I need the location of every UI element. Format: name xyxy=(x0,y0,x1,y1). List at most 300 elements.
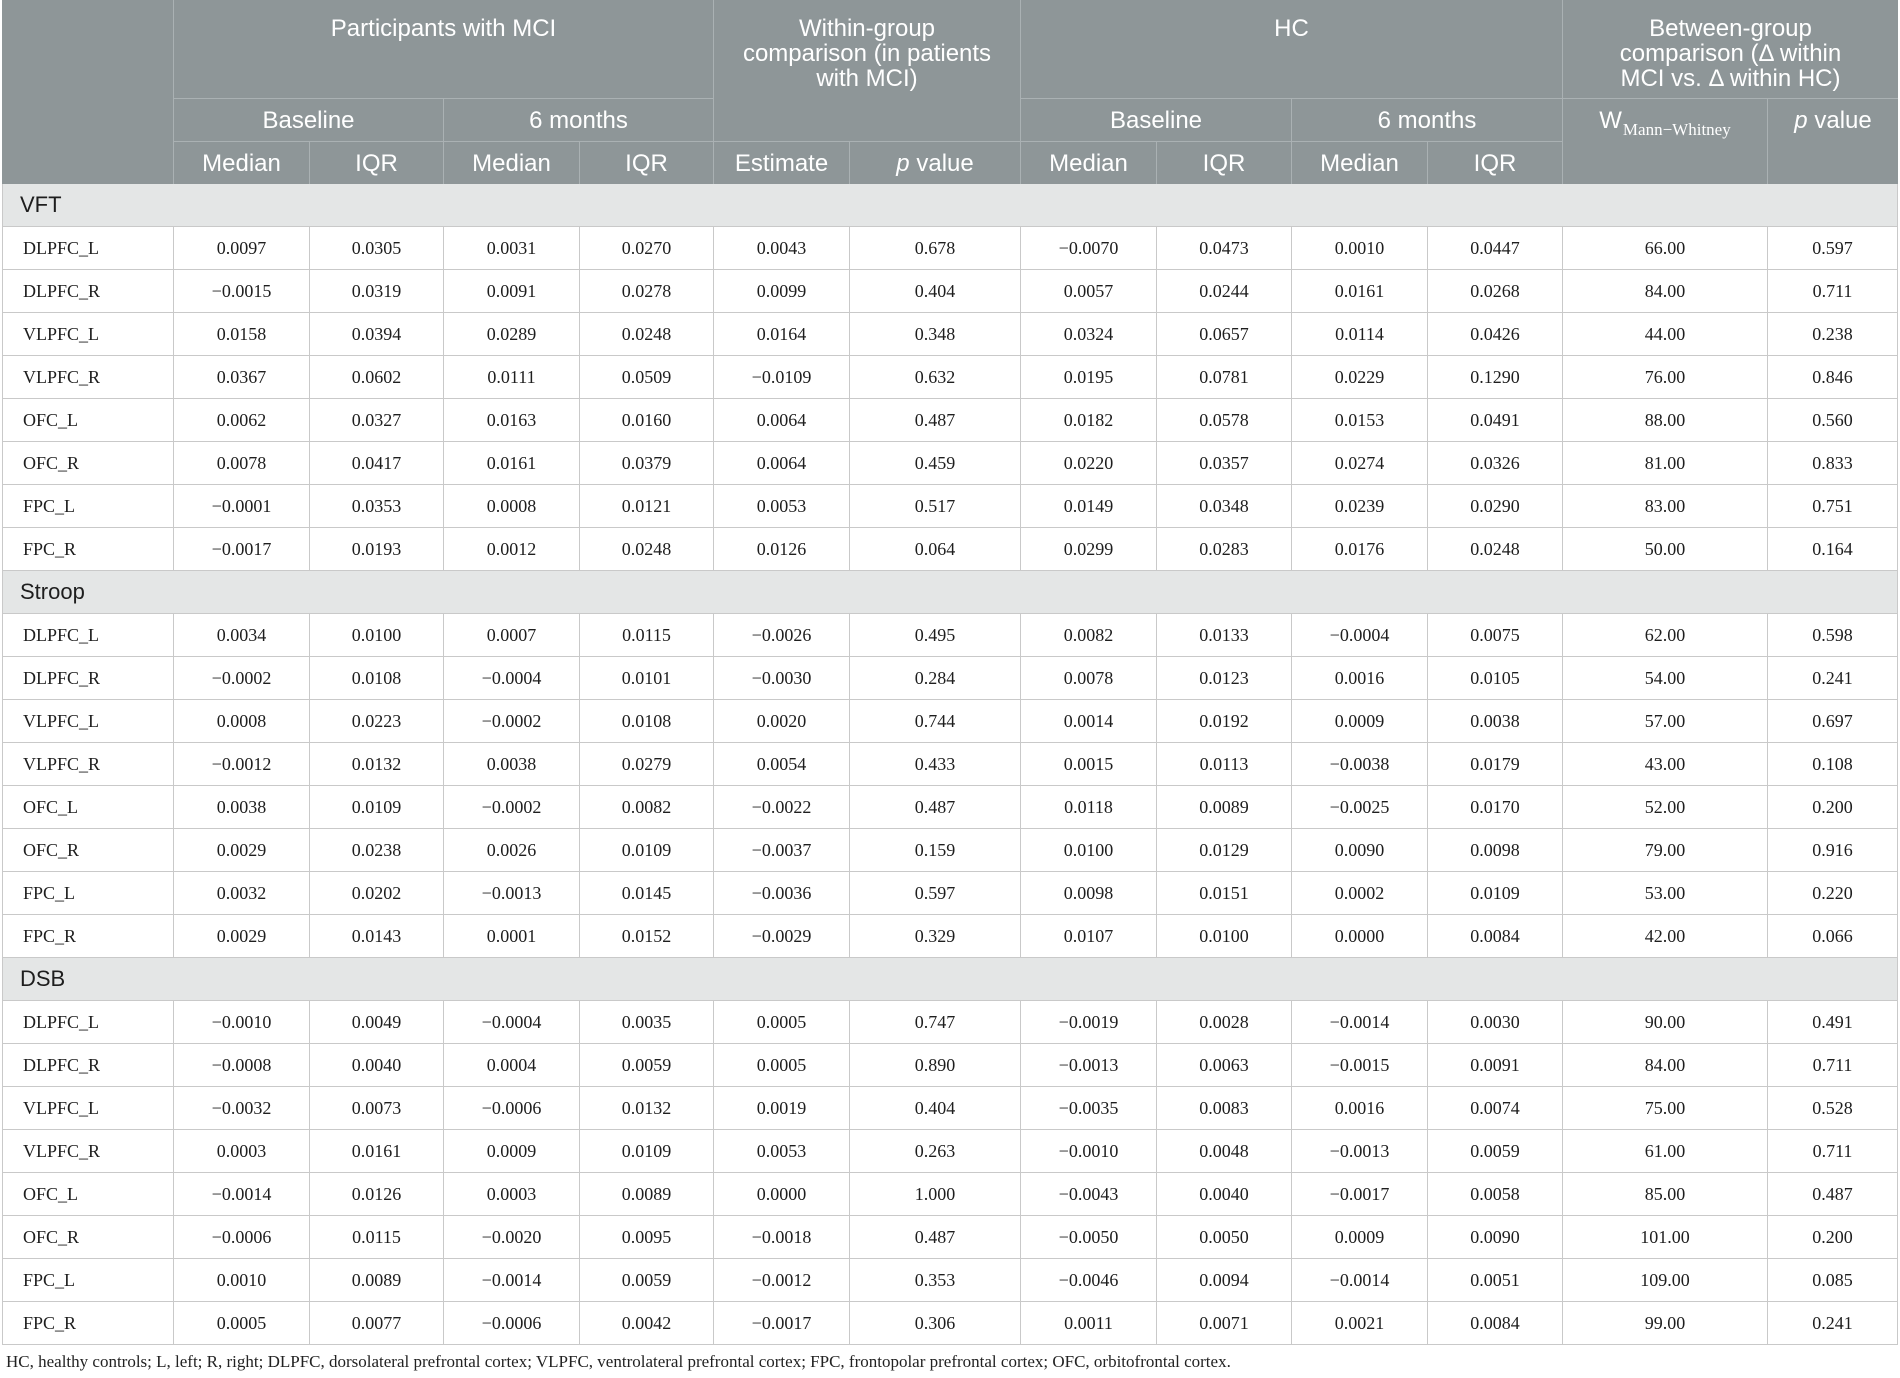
header-within-group xyxy=(714,0,1021,142)
mci-baseline-median-cell: 0.0005 xyxy=(174,1302,310,1344)
within-estimate-cell: −0.0012 xyxy=(714,1259,850,1301)
region-label: OFC_L xyxy=(2,1173,174,1215)
hc-6m-iqr-cell: 0.0075 xyxy=(1428,614,1563,656)
hc-baseline-iqr-cell: 0.0123 xyxy=(1157,657,1292,699)
header-between-w xyxy=(1563,99,1768,184)
hc-6m-iqr-cell: 0.0426 xyxy=(1428,313,1563,355)
between-w-cell: 84.00 xyxy=(1563,1044,1768,1086)
within-estimate-cell: −0.0026 xyxy=(714,614,850,656)
mci-6m-median-cell: 0.0161 xyxy=(444,442,580,484)
hc-baseline-iqr-cell: 0.0083 xyxy=(1157,1087,1292,1129)
hc-6m-median-cell: −0.0013 xyxy=(1292,1130,1428,1172)
mci-baseline-median-cell: 0.0003 xyxy=(174,1130,310,1172)
hc-6m-median-cell: 0.0009 xyxy=(1292,700,1428,742)
mci-6m-iqr-cell: 0.0035 xyxy=(580,1001,714,1043)
within-estimate-cell: 0.0019 xyxy=(714,1087,850,1129)
table-row xyxy=(2,743,1898,786)
mci-6m-median-cell: 0.0004 xyxy=(444,1044,580,1086)
between-p-value-cell: 0.597 xyxy=(1768,227,1898,269)
between-w-cell: 90.00 xyxy=(1563,1001,1768,1043)
between-p-value-cell: 0.528 xyxy=(1768,1087,1898,1129)
header-mci-6m-median xyxy=(444,142,580,184)
region-label: DLPFC_L xyxy=(2,614,174,656)
within-p-value-cell: 0.747 xyxy=(850,1001,1021,1043)
mci-6m-iqr-cell: 0.0042 xyxy=(580,1302,714,1344)
mci-baseline-median-cell: −0.0012 xyxy=(174,743,310,785)
mci-6m-iqr-cell: 0.0248 xyxy=(580,528,714,570)
mci-baseline-median-cell: 0.0062 xyxy=(174,399,310,441)
within-p-value-cell: 0.487 xyxy=(850,1216,1021,1258)
hc-baseline-iqr-cell: 0.0071 xyxy=(1157,1302,1292,1344)
table-row xyxy=(2,1130,1898,1173)
mci-baseline-iqr-cell: 0.0143 xyxy=(310,915,444,957)
mci-baseline-iqr-cell: 0.0327 xyxy=(310,399,444,441)
hc-baseline-median-cell: 0.0100 xyxy=(1021,829,1157,871)
between-p-value-cell: 0.108 xyxy=(1768,743,1898,785)
mci-6m-median-cell: 0.0008 xyxy=(444,485,580,527)
hc-6m-iqr-cell: 0.0290 xyxy=(1428,485,1563,527)
within-p-value-cell: 0.495 xyxy=(850,614,1021,656)
mci-6m-iqr-cell: 0.0152 xyxy=(580,915,714,957)
between-w-cell: 79.00 xyxy=(1563,829,1768,871)
mci-baseline-iqr-cell: 0.0132 xyxy=(310,743,444,785)
within-estimate-cell: −0.0017 xyxy=(714,1302,850,1344)
mci-6m-iqr-cell: 0.0379 xyxy=(580,442,714,484)
table-row xyxy=(2,1259,1898,1302)
header-hc-baseline xyxy=(1021,99,1292,142)
mci-baseline-iqr-cell: 0.0305 xyxy=(310,227,444,269)
hc-baseline-iqr-cell: 0.0192 xyxy=(1157,700,1292,742)
table-footnote: HC, healthy controls; L, left; R, right; DLPFC, dorsolateral prefrontal cortex; VLPFC, ventrolateral prefrontal cortex; FPC, frontopolar prefrontal cortex; OFC, orbitofrontal cortex. xyxy=(6,1352,1231,1371)
header-mci-baseline xyxy=(174,99,444,142)
hc-6m-median-cell: −0.0038 xyxy=(1292,743,1428,785)
between-p-value-cell: 0.711 xyxy=(1768,1130,1898,1172)
hc-baseline-iqr-cell: 0.0048 xyxy=(1157,1130,1292,1172)
region-label: VLPFC_L xyxy=(2,313,174,355)
within-estimate-cell: 0.0005 xyxy=(714,1044,850,1086)
mci-6m-median-cell: 0.0007 xyxy=(444,614,580,656)
between-w-cell: 42.00 xyxy=(1563,915,1768,957)
header-subcol-label: Median xyxy=(1049,149,1128,177)
hc-baseline-median-cell: −0.0013 xyxy=(1021,1044,1157,1086)
hc-baseline-iqr-cell: 0.0283 xyxy=(1157,528,1292,570)
within-estimate-cell: 0.0054 xyxy=(714,743,850,785)
table-row xyxy=(2,1001,1898,1044)
within-p-value-cell: 0.890 xyxy=(850,1044,1021,1086)
header-between-p-italic: p xyxy=(1794,107,1808,134)
mci-6m-iqr-cell: 0.0115 xyxy=(580,614,714,656)
hc-baseline-iqr-cell: 0.0028 xyxy=(1157,1001,1292,1043)
header-mci-baseline-iqr xyxy=(310,142,444,184)
mci-baseline-median-cell: −0.0008 xyxy=(174,1044,310,1086)
mci-baseline-median-cell: 0.0010 xyxy=(174,1259,310,1301)
within-estimate-cell: −0.0018 xyxy=(714,1216,850,1258)
results-table xyxy=(2,0,1898,1333)
mci-6m-median-cell: 0.0091 xyxy=(444,270,580,312)
header-between-group-line: Between-group xyxy=(1649,15,1812,42)
mci-baseline-median-cell: −0.0015 xyxy=(174,270,310,312)
within-estimate-cell: 0.0020 xyxy=(714,700,850,742)
within-estimate-cell: 0.0164 xyxy=(714,313,850,355)
between-p-value-cell: 0.241 xyxy=(1768,1302,1898,1344)
mci-6m-median-cell: −0.0004 xyxy=(444,657,580,699)
within-p-value-cell: 0.348 xyxy=(850,313,1021,355)
table-row xyxy=(2,700,1898,743)
between-w-cell: 61.00 xyxy=(1563,1130,1768,1172)
header-between-group-lines xyxy=(1620,16,1841,91)
mci-6m-median-cell: 0.0289 xyxy=(444,313,580,355)
region-label: VLPFC_R xyxy=(2,743,174,785)
hc-baseline-iqr-cell: 0.0151 xyxy=(1157,872,1292,914)
between-w-cell: 57.00 xyxy=(1563,700,1768,742)
within-p-value-cell: 0.597 xyxy=(850,872,1021,914)
between-p-value-cell: 0.085 xyxy=(1768,1259,1898,1301)
hc-baseline-iqr-cell: 0.0100 xyxy=(1157,915,1292,957)
mci-6m-median-cell: 0.0026 xyxy=(444,829,580,871)
hc-6m-median-cell: 0.0016 xyxy=(1292,657,1428,699)
mci-baseline-iqr-cell: 0.0319 xyxy=(310,270,444,312)
mci-baseline-median-cell: −0.0014 xyxy=(174,1173,310,1215)
region-label: DLPFC_L xyxy=(2,1001,174,1043)
mci-6m-iqr-cell: 0.0145 xyxy=(580,872,714,914)
mci-6m-median-cell: 0.0163 xyxy=(444,399,580,441)
header-subcol-label: Median xyxy=(1320,149,1399,177)
within-p-value-cell: 0.159 xyxy=(850,829,1021,871)
hc-baseline-median-cell: 0.0195 xyxy=(1021,356,1157,398)
hc-baseline-iqr-cell: 0.0578 xyxy=(1157,399,1292,441)
region-label: FPC_L xyxy=(2,1259,174,1301)
mci-baseline-iqr-cell: 0.0089 xyxy=(310,1259,444,1301)
mci-6m-iqr-cell: 0.0089 xyxy=(580,1173,714,1215)
hc-baseline-median-cell: 0.0098 xyxy=(1021,872,1157,914)
header-hc-group-label: HC xyxy=(1274,15,1309,42)
header-between-group xyxy=(1563,0,1898,99)
table-row xyxy=(2,1044,1898,1087)
hc-6m-median-cell: −0.0004 xyxy=(1292,614,1428,656)
mci-baseline-iqr-cell: 0.0100 xyxy=(310,614,444,656)
region-label: DLPFC_R xyxy=(2,657,174,699)
header-within-group-line: with MCI) xyxy=(816,65,918,92)
mci-6m-iqr-cell: 0.0108 xyxy=(580,700,714,742)
mci-6m-iqr-cell: 0.0121 xyxy=(580,485,714,527)
region-label: FPC_R xyxy=(2,1302,174,1344)
header-between-w-wrap xyxy=(1599,107,1731,139)
hc-6m-median-cell: 0.0274 xyxy=(1292,442,1428,484)
between-p-value-cell: 0.238 xyxy=(1768,313,1898,355)
mci-6m-median-cell: −0.0004 xyxy=(444,1001,580,1043)
region-label: OFC_R xyxy=(2,442,174,484)
mci-6m-median-cell: 0.0009 xyxy=(444,1130,580,1172)
mci-baseline-iqr-cell: 0.0223 xyxy=(310,700,444,742)
hc-6m-median-cell: 0.0016 xyxy=(1292,1087,1428,1129)
between-w-cell: 44.00 xyxy=(1563,313,1768,355)
hc-baseline-median-cell: −0.0035 xyxy=(1021,1087,1157,1129)
hc-6m-iqr-cell: 0.0091 xyxy=(1428,1044,1563,1086)
header-subcol-label: IQR xyxy=(355,149,398,177)
between-p-value-cell: 0.916 xyxy=(1768,829,1898,871)
mci-6m-iqr-cell: 0.0082 xyxy=(580,786,714,828)
within-p-value-cell: 0.459 xyxy=(850,442,1021,484)
hc-baseline-iqr-cell: 0.0050 xyxy=(1157,1216,1292,1258)
between-p-value-cell: 0.711 xyxy=(1768,1044,1898,1086)
mci-baseline-median-cell: 0.0008 xyxy=(174,700,310,742)
within-p-value-cell: 0.744 xyxy=(850,700,1021,742)
between-p-value-cell: 0.846 xyxy=(1768,356,1898,398)
header-subcol-label: IQR xyxy=(625,149,668,177)
header-mci-baseline-label: Baseline xyxy=(262,106,355,134)
header-hc-group xyxy=(1021,0,1563,99)
mci-baseline-iqr-cell: 0.0049 xyxy=(310,1001,444,1043)
between-p-value-cell: 0.164 xyxy=(1768,528,1898,570)
mci-6m-iqr-cell: 0.0279 xyxy=(580,743,714,785)
within-p-value-cell: 0.064 xyxy=(850,528,1021,570)
table-row xyxy=(2,829,1898,872)
hc-baseline-median-cell: 0.0220 xyxy=(1021,442,1157,484)
within-estimate-cell: −0.0030 xyxy=(714,657,850,699)
header-between-group-line: comparison (Δ within xyxy=(1619,40,1842,67)
region-label: DLPFC_L xyxy=(2,227,174,269)
header-mci-6m-iqr xyxy=(580,142,714,184)
section-row xyxy=(2,571,1898,614)
mci-baseline-median-cell: 0.0367 xyxy=(174,356,310,398)
table-row xyxy=(2,442,1898,485)
header-hc-6months-label: 6 months xyxy=(1377,106,1477,134)
hc-6m-median-cell: 0.0090 xyxy=(1292,829,1428,871)
hc-6m-iqr-cell: 0.0059 xyxy=(1428,1130,1563,1172)
table-row xyxy=(2,1173,1898,1216)
header-mci-6months-label: 6 months xyxy=(529,106,628,134)
within-p-value-cell: 0.284 xyxy=(850,657,1021,699)
header-subcol-label: Median xyxy=(202,149,281,177)
hc-baseline-median-cell: 0.0057 xyxy=(1021,270,1157,312)
header-hc-baseline-label: Baseline xyxy=(1109,106,1203,134)
hc-6m-iqr-cell: 0.0038 xyxy=(1428,700,1563,742)
within-p-value-cell: 0.632 xyxy=(850,356,1021,398)
region-label: VLPFC_L xyxy=(2,700,174,742)
header-hc-6m-median xyxy=(1292,142,1428,184)
hc-baseline-iqr-cell: 0.0063 xyxy=(1157,1044,1292,1086)
between-w-cell: 81.00 xyxy=(1563,442,1768,484)
header-mci-group xyxy=(174,0,714,99)
hc-baseline-iqr-cell: 0.0113 xyxy=(1157,743,1292,785)
table-row xyxy=(2,399,1898,442)
hc-6m-iqr-cell: 0.0030 xyxy=(1428,1001,1563,1043)
within-estimate-cell: −0.0037 xyxy=(714,829,850,871)
between-p-value-cell: 0.598 xyxy=(1768,614,1898,656)
region-label: OFC_L xyxy=(2,399,174,441)
between-p-value-cell: 0.560 xyxy=(1768,399,1898,441)
between-p-value-cell: 0.751 xyxy=(1768,485,1898,527)
between-w-cell: 66.00 xyxy=(1563,227,1768,269)
mci-baseline-median-cell: 0.0032 xyxy=(174,872,310,914)
between-w-cell: 50.00 xyxy=(1563,528,1768,570)
hc-6m-iqr-cell: 0.0326 xyxy=(1428,442,1563,484)
hc-6m-median-cell: −0.0025 xyxy=(1292,786,1428,828)
mci-6m-median-cell: −0.0020 xyxy=(444,1216,580,1258)
mci-baseline-median-cell: 0.0078 xyxy=(174,442,310,484)
between-p-value-cell: 0.200 xyxy=(1768,1216,1898,1258)
mci-6m-iqr-cell: 0.0248 xyxy=(580,313,714,355)
table-header xyxy=(2,0,1898,184)
between-p-value-cell: 0.220 xyxy=(1768,872,1898,914)
hc-baseline-iqr-cell: 0.0094 xyxy=(1157,1259,1292,1301)
hc-6m-iqr-cell: 0.0109 xyxy=(1428,872,1563,914)
header-hc-6months xyxy=(1292,99,1563,142)
table-row xyxy=(2,1216,1898,1259)
table-row xyxy=(2,227,1898,270)
within-p-value-cell: 0.306 xyxy=(850,1302,1021,1344)
within-estimate-cell: 0.0099 xyxy=(714,270,850,312)
hc-6m-iqr-cell: 0.0105 xyxy=(1428,657,1563,699)
header-mci-group-label: Participants with MCI xyxy=(330,15,557,42)
mci-6m-iqr-cell: 0.0132 xyxy=(580,1087,714,1129)
mci-6m-iqr-cell: 0.0101 xyxy=(580,657,714,699)
mci-baseline-median-cell: −0.0006 xyxy=(174,1216,310,1258)
hc-6m-iqr-cell: 0.0447 xyxy=(1428,227,1563,269)
mci-baseline-median-cell: 0.0029 xyxy=(174,829,310,871)
hc-6m-median-cell: 0.0000 xyxy=(1292,915,1428,957)
mci-baseline-iqr-cell: 0.0602 xyxy=(310,356,444,398)
hc-baseline-iqr-cell: 0.0040 xyxy=(1157,1173,1292,1215)
table-row xyxy=(2,1302,1898,1345)
within-estimate-cell: 0.0043 xyxy=(714,227,850,269)
header-within-group-line: Within-group xyxy=(798,15,936,42)
mci-6m-iqr-cell: 0.0059 xyxy=(580,1044,714,1086)
header-within-group-lines xyxy=(743,16,991,91)
section-row xyxy=(2,958,1898,1001)
header-between-group-line: MCI vs. Δ within HC) xyxy=(1620,65,1841,92)
header-between-p-rest: value xyxy=(1814,107,1872,134)
hc-baseline-median-cell: 0.0118 xyxy=(1021,786,1157,828)
hc-6m-iqr-cell: 0.0058 xyxy=(1428,1173,1563,1215)
header-within-p-value xyxy=(850,142,1021,184)
section-label: VFT xyxy=(20,192,62,217)
within-p-value-cell: 0.404 xyxy=(850,1087,1021,1129)
mci-baseline-iqr-cell: 0.0109 xyxy=(310,786,444,828)
region-label: FPC_L xyxy=(2,872,174,914)
header-within-p-wrap xyxy=(896,151,973,176)
hc-baseline-median-cell: −0.0019 xyxy=(1021,1001,1157,1043)
hc-baseline-median-cell: 0.0324 xyxy=(1021,313,1157,355)
within-estimate-cell: 0.0000 xyxy=(714,1173,850,1215)
between-w-cell: 76.00 xyxy=(1563,356,1768,398)
hc-6m-median-cell: −0.0014 xyxy=(1292,1259,1428,1301)
between-w-cell: 43.00 xyxy=(1563,743,1768,785)
header-hc-baseline-iqr xyxy=(1157,142,1292,184)
header-within-estimate xyxy=(714,142,850,184)
between-w-cell: 54.00 xyxy=(1563,657,1768,699)
mci-baseline-iqr-cell: 0.0161 xyxy=(310,1130,444,1172)
mci-6m-iqr-cell: 0.0095 xyxy=(580,1216,714,1258)
section-label: DSB xyxy=(20,966,66,991)
header-between-p-wrap xyxy=(1794,108,1871,134)
mci-6m-iqr-cell: 0.0109 xyxy=(580,1130,714,1172)
header-subcol-label: IQR xyxy=(1473,149,1517,177)
between-p-value-cell: 0.487 xyxy=(1768,1173,1898,1215)
table-row xyxy=(2,614,1898,657)
mci-6m-median-cell: −0.0002 xyxy=(444,700,580,742)
between-w-cell: 84.00 xyxy=(1563,270,1768,312)
hc-6m-median-cell: 0.0021 xyxy=(1292,1302,1428,1344)
hc-baseline-median-cell: 0.0299 xyxy=(1021,528,1157,570)
between-w-cell: 88.00 xyxy=(1563,399,1768,441)
mci-baseline-median-cell: −0.0032 xyxy=(174,1087,310,1129)
between-w-cell: 99.00 xyxy=(1563,1302,1768,1344)
region-label: VLPFC_R xyxy=(2,1130,174,1172)
region-label: DLPFC_R xyxy=(2,270,174,312)
mci-baseline-iqr-cell: 0.0417 xyxy=(310,442,444,484)
between-p-value-cell: 0.241 xyxy=(1768,657,1898,699)
within-p-value-cell: 1.000 xyxy=(850,1173,1021,1215)
hc-6m-median-cell: 0.0161 xyxy=(1292,270,1428,312)
hc-baseline-iqr-cell: 0.0244 xyxy=(1157,270,1292,312)
mci-baseline-iqr-cell: 0.0073 xyxy=(310,1087,444,1129)
hc-6m-iqr-cell: 0.0170 xyxy=(1428,786,1563,828)
mci-baseline-median-cell: 0.0034 xyxy=(174,614,310,656)
header-between-p-value xyxy=(1768,99,1898,184)
region-label: DLPFC_R xyxy=(2,1044,174,1086)
hc-baseline-iqr-cell: 0.0657 xyxy=(1157,313,1292,355)
mci-6m-median-cell: 0.0038 xyxy=(444,743,580,785)
header-stub xyxy=(2,0,174,184)
mci-6m-iqr-cell: 0.0160 xyxy=(580,399,714,441)
table-row xyxy=(2,915,1898,958)
hc-6m-median-cell: 0.0010 xyxy=(1292,227,1428,269)
mci-6m-median-cell: −0.0002 xyxy=(444,786,580,828)
within-p-value-cell: 0.678 xyxy=(850,227,1021,269)
hc-6m-iqr-cell: 0.0098 xyxy=(1428,829,1563,871)
region-label: OFC_R xyxy=(2,1216,174,1258)
region-label: OFC_R xyxy=(2,829,174,871)
header-within-group-line: comparison (in patients xyxy=(742,40,992,67)
mci-baseline-iqr-cell: 0.0040 xyxy=(310,1044,444,1086)
hc-6m-iqr-cell: 0.1290 xyxy=(1428,356,1563,398)
mci-6m-median-cell: −0.0014 xyxy=(444,1259,580,1301)
between-p-value-cell: 0.066 xyxy=(1768,915,1898,957)
table-row xyxy=(2,270,1898,313)
header-hc-baseline-median xyxy=(1021,142,1157,184)
mci-baseline-iqr-cell: 0.0077 xyxy=(310,1302,444,1344)
hc-baseline-iqr-cell: 0.0133 xyxy=(1157,614,1292,656)
hc-6m-iqr-cell: 0.0074 xyxy=(1428,1087,1563,1129)
hc-baseline-median-cell: −0.0043 xyxy=(1021,1173,1157,1215)
hc-baseline-iqr-cell: 0.0089 xyxy=(1157,786,1292,828)
table-row xyxy=(2,356,1898,399)
table-row xyxy=(2,1087,1898,1130)
hc-baseline-iqr-cell: 0.0129 xyxy=(1157,829,1292,871)
between-w-cell: 83.00 xyxy=(1563,485,1768,527)
region-label: VLPFC_L xyxy=(2,1087,174,1129)
header-subcol-label: IQR xyxy=(1202,149,1246,177)
hc-baseline-median-cell: 0.0182 xyxy=(1021,399,1157,441)
mci-6m-median-cell: −0.0006 xyxy=(444,1087,580,1129)
mci-6m-iqr-cell: 0.0109 xyxy=(580,829,714,871)
between-w-cell: 101.00 xyxy=(1563,1216,1768,1258)
table-row xyxy=(2,313,1898,356)
table-row xyxy=(2,872,1898,915)
hc-6m-median-cell: 0.0009 xyxy=(1292,1216,1428,1258)
hc-baseline-iqr-cell: 0.0473 xyxy=(1157,227,1292,269)
hc-6m-median-cell: 0.0002 xyxy=(1292,872,1428,914)
within-p-value-cell: 0.487 xyxy=(850,786,1021,828)
mci-baseline-iqr-cell: 0.0193 xyxy=(310,528,444,570)
hc-6m-iqr-cell: 0.0051 xyxy=(1428,1259,1563,1301)
within-estimate-cell: −0.0036 xyxy=(714,872,850,914)
hc-baseline-median-cell: 0.0015 xyxy=(1021,743,1157,785)
mci-baseline-median-cell: −0.0002 xyxy=(174,657,310,699)
hc-baseline-median-cell: −0.0046 xyxy=(1021,1259,1157,1301)
mci-baseline-iqr-cell: 0.0394 xyxy=(310,313,444,355)
